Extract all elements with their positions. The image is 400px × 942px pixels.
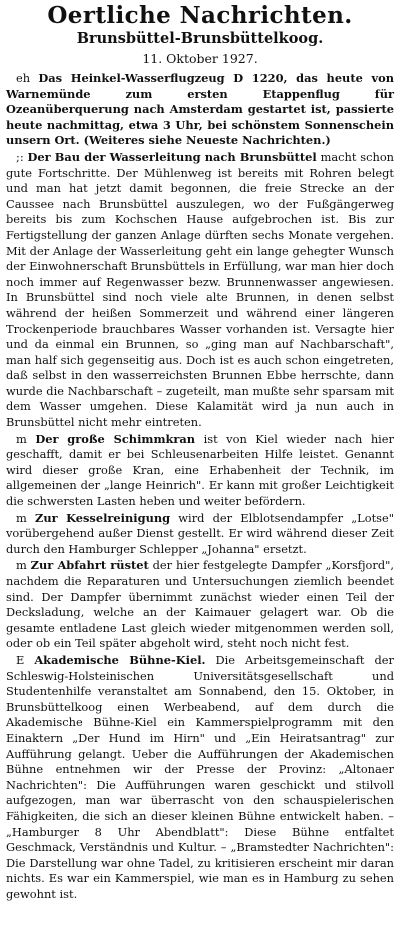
article-mark: ;: bbox=[16, 149, 24, 164]
issue-date: 11. Oktober 1927. bbox=[142, 51, 258, 66]
article-headline: Zur Abfahrt rüstet bbox=[30, 558, 149, 573]
article-wasserleitung bbox=[6, 150, 394, 431]
locality-heading: Brunsbüttel-Brunsbüttelkoog. bbox=[76, 30, 324, 47]
article-mark: m bbox=[16, 558, 27, 573]
article-abfahrt bbox=[6, 558, 394, 652]
article-schimmkran bbox=[6, 432, 394, 510]
article-headline: Der große Schimmkran bbox=[35, 431, 196, 446]
section-title: Oertliche Nachrichten. bbox=[47, 2, 353, 29]
article-mark: m bbox=[16, 510, 27, 525]
article-akademische-buehne bbox=[6, 653, 394, 903]
article-headline: Zur Kesselreinigung bbox=[35, 510, 171, 525]
article-headline: Das Heinkel-Wasserflugzeug D 1220, das heute von Warnemünde zum ersten Etappenflug für Ozeanüberquerung nach Amsterdam gestartet ist, passierte heute nachmittag, etwa 3 Uhr, bei schönstem Sonnenschein unsern Ort. (Weiteres siehe Neueste Nachrichten.) bbox=[6, 71, 394, 148]
article-body: ist von Kiel wieder nach hier geschafft, damit er bei Schleusenarbeiten Hilfe leistet. Genannt wird dieser große Kran, eine Erhabenheit der Technik, im allgemeinen der „lange Heinrich". Er kann mit großer Leichtigkeit die schwersten Lasten heben und weiter befördern. bbox=[6, 431, 394, 509]
article-body: macht schon gute Fortschritte. Der Mühlenweg ist bereits mit Rohren belegt und man hat jetzt damit begonnen, die freie Strecke an der Caussee nach Brunsbüttel auszulegen, wo der Fußgängerweg bereits bis zum Kochschen Hause aufgebrochen ist. Bis zur Fertigstellung der ganzen Anlage dürften sechs Monate vergehen. Mit der Anlage der Wasserleitung geht ein lange gehegter Wunsch der Einwohnerschaft Brunsbüttels in Erfüllung, war man hier doch noch immer auf Regenwasser bezw. Brunnenwasser angewiesen. In Brunsbüttel sind noch viele alte Brunnen, in denen selbst während der heißen Sommerzeit und während einer längeren Trockenperiode brauchbares Wasser vorhanden ist. Versagte hier und da einmal ein Brunnen, so „ging man auf Nachbarschaft", man half sich gegenseitig aus. Doch ist es auch schon eingetreten, daß selbst in den wasserreichsten Brunnen Ebbe herrschte, dann wurde die Nachbarschaft – zugeteilt, man mußte sehr sparsam mit dem Wasser umgehen. Diese Kalamität wird ja nun auch in Brunsbüttel nicht mehr eintreten. bbox=[6, 149, 395, 430]
article-mark: m bbox=[16, 431, 27, 446]
article-body: Die Arbeitsgemeinschaft der Schleswig-Holsteinischen Universitätsgesellschaft und Studentenhilfe veranstaltet am Sonnabend, den 15. Oktober, in Brunsbüttelkoog einen Werbeabend, auf dem durch die Akademische Bühne-Kiel ein Kammerspielprogramm mit den Einaktern „Der Hund im Hirn" und „Ein Heiratsantrag" zur Aufführung gelangt. Ueber die Aufführungen der Akademischen Bühne entnehmen wir der Presse der Provinz: „Altonaer Nachrichten": Die Aufführungen waren geschickt und stilvoll aufgezogen, man war überrascht von den schauspielerischen Fähigkeiten, die sich an dieser kleinen Bühne entwickelt haben. – „Hamburger 8 Uhr Abendblatt": Diese Bühne entfaltet Geschmack, Verständnis und Kultur. – „Bramstedter Nachrichten": Die Darstellung war ohne Tadel, zu kritisieren erscheint mir daran nichts. Es war ein Kammerspiel, wie man es in Hamburg zu sehen gewohnt ist. bbox=[6, 652, 394, 901]
article-kesselreinigung bbox=[6, 511, 394, 558]
article-body: wird der Elblotsendampfer „Lotse" vorübergehend außer Dienst gestellt. Er wird während dieser Zeit durch den Hamburger Schlepper „Johanna" ersetzt. bbox=[6, 510, 394, 556]
article-headline: Akademische Bühne-Kiel. bbox=[34, 652, 206, 667]
article-mark: eh bbox=[16, 71, 31, 85]
article-heinkel bbox=[6, 71, 394, 149]
article-body: der hier festgelegte Dampfer „Korsfjord", nachdem die Reparaturen und Untersuchungen ziemlich beendet sind. Der Dampfer übernimmt zunächst wieder einen Teil der Decksladung, welche an der Kaimauer gelagert war. Ob die gesamte entladene Last gleich wieder mitgenommen werden soll, oder ob ein Teil später abgeholt wird, steht noch nicht fest. bbox=[6, 558, 394, 651]
article-headline: Der Bau der Wasserleitung nach Brunsbüttel bbox=[27, 149, 317, 164]
article-mark: E bbox=[16, 652, 25, 667]
